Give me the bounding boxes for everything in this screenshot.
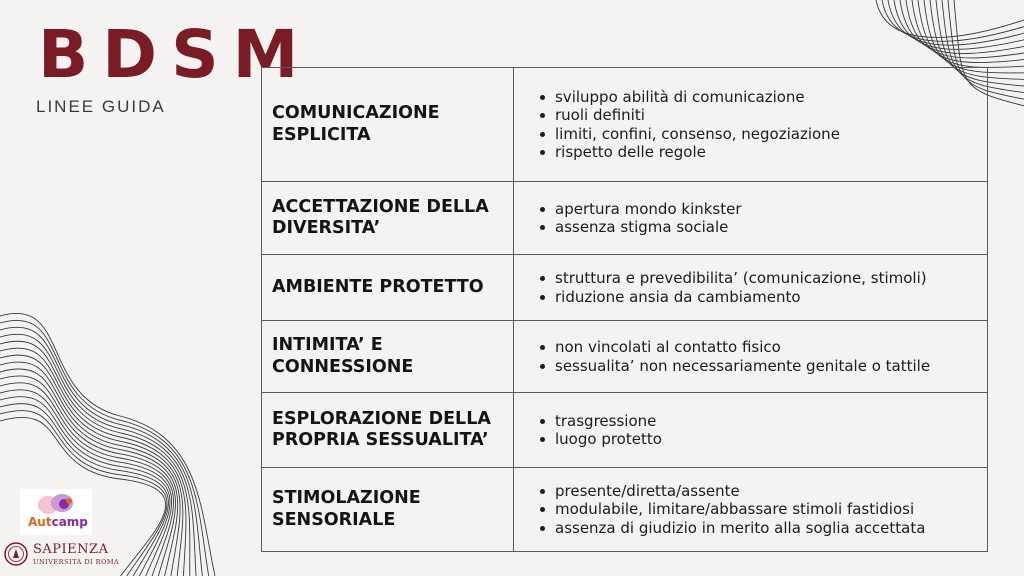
table-row bbox=[262, 182, 988, 255]
decorative-lines-bottom-left bbox=[0, 306, 230, 576]
bullet-list bbox=[540, 338, 977, 375]
list-item: rispetto delle regole bbox=[540, 143, 977, 162]
autcamp-wordmark: Autcamp bbox=[28, 515, 88, 529]
row-heading: AMBIENTE PROTETTO bbox=[262, 255, 514, 321]
bullet-list bbox=[540, 269, 977, 306]
bullet-list bbox=[540, 412, 977, 449]
autcamp-logo bbox=[20, 489, 92, 535]
table-row bbox=[262, 68, 988, 182]
sapienza-seal-icon bbox=[4, 542, 28, 566]
list-item: presente/diretta/assente bbox=[540, 482, 977, 501]
row-heading: STIMOLAZIONE SENSORIALE bbox=[262, 468, 514, 552]
bullet-list bbox=[540, 482, 977, 538]
table-row bbox=[262, 255, 988, 321]
row-points bbox=[514, 255, 988, 321]
row-points bbox=[514, 182, 988, 255]
list-item: trasgressione bbox=[540, 412, 977, 431]
list-item: luogo protetto bbox=[540, 430, 977, 449]
row-heading: ACCETTAZIONE DELLA DIVERSITA’ bbox=[262, 182, 514, 255]
sapienza-subtitle: UNIVERSITÀ DI ROMA bbox=[33, 558, 120, 566]
row-heading: INTIMITA’ E CONNESSIONE bbox=[262, 321, 514, 393]
list-item: modulabile, limitare/abbassare stimoli fastidiosi bbox=[540, 500, 977, 519]
list-item: assenza di giudizio in merito alla soglia accettata bbox=[540, 519, 977, 538]
list-item: sviluppo abilità di comunicazione bbox=[540, 88, 977, 107]
table-row bbox=[262, 393, 988, 468]
sapienza-logo bbox=[4, 540, 120, 570]
row-points bbox=[514, 68, 988, 182]
row-points bbox=[514, 393, 988, 468]
row-points bbox=[514, 321, 988, 393]
list-item: ruoli definiti bbox=[540, 106, 977, 125]
page-subtitle: LINEE GUIDA bbox=[36, 97, 166, 116]
list-item: assenza stigma sociale bbox=[540, 218, 977, 237]
list-item: apertura mondo kinkster bbox=[540, 200, 977, 219]
guidelines-table bbox=[261, 67, 988, 552]
list-item: non vincolati al contatto fisico bbox=[540, 338, 977, 357]
list-item: limiti, confini, consenso, negoziazione bbox=[540, 125, 977, 144]
autcamp-blob-icon bbox=[34, 493, 80, 517]
row-heading: ESPLORAZIONE DELLA PROPRIA SESSUALITA’ bbox=[262, 393, 514, 468]
sapienza-name: SAPIENZA bbox=[33, 542, 109, 557]
row-points bbox=[514, 468, 988, 552]
list-item: struttura e prevedibilita’ (comunicazione, stimoli) bbox=[540, 269, 977, 288]
bullet-list bbox=[540, 200, 977, 237]
page-title: BDSM bbox=[38, 16, 313, 93]
row-heading: COMUNICAZIONE ESPLICITA bbox=[262, 68, 514, 182]
list-item: sessualita’ non necessariamente genitale o tattile bbox=[540, 357, 977, 376]
table-row bbox=[262, 321, 988, 393]
table-row bbox=[262, 468, 988, 552]
bullet-list bbox=[540, 88, 977, 162]
list-item: riduzione ansia da cambiamento bbox=[540, 288, 977, 307]
